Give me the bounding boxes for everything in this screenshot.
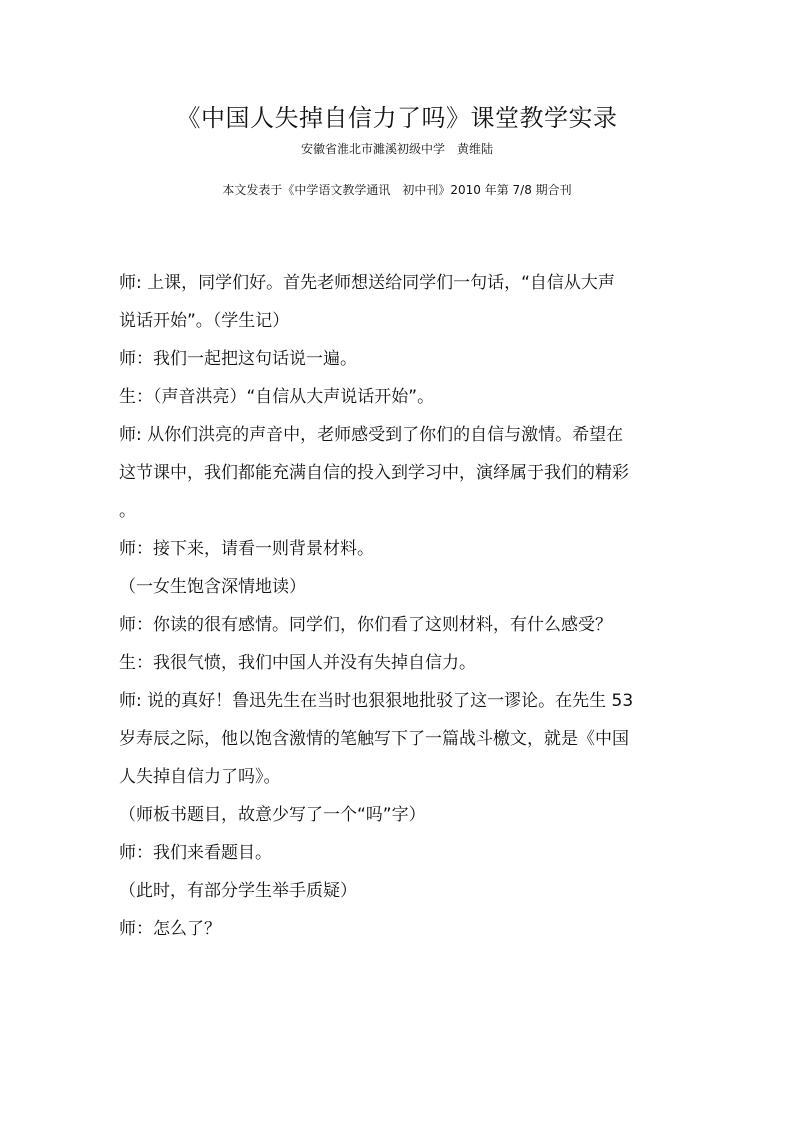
transcript-line: 师：接下来，请看一则背景材料。: [119, 539, 374, 559]
transcript-line: （师板书题目，故意少写了一个“吗”字）: [119, 805, 426, 825]
transcript-line: 师: 上课，同学们好。首先老师想送给同学们一句话，“自信从大声: [119, 273, 615, 293]
transcript-line: 生：我很气愤，我们中国人并没有失掉自信力。: [119, 653, 476, 673]
transcript-line: 这节课中，我们都能充满自信的投入到学习中，演绎属于我们的精彩: [119, 463, 629, 483]
transcript-line: （一女生饱含深情地读）: [119, 577, 306, 597]
author-line: 安徽省淮北市濉溪初级中学 黄维陆: [300, 142, 493, 156]
transcript-line: 人失掉自信力了吗》。: [119, 767, 281, 787]
transcript-line: （此时，有部分学生举手质疑）: [119, 881, 357, 901]
transcript-line: 师：怎么了？: [119, 919, 221, 939]
transcript-line: 说话开始”。（学生记）: [119, 311, 290, 331]
publication-note: 本文发表于《中学语文教学通讯 初中刊》2010 年第 7/8 期合刊: [222, 183, 572, 197]
transcript-line: 师: 说的真好！鲁迅先生在当时也狠狠地批驳了这一谬论。在先生 53: [119, 691, 634, 711]
document-title: 《中国人失掉自信力了吗》课堂教学实录: [176, 104, 618, 132]
transcript-line: 岁寿辰之际，他以饱含激情的笔触写下了一篇战斗檄文，就是《中国: [119, 729, 629, 749]
transcript-line: 生：（声音洪亮）“自信从大声说话开始”。: [119, 387, 435, 407]
transcript-line: 师：我们来看题目。: [119, 843, 272, 863]
transcript-line: 师：我们一起把这句话说一遍。: [119, 349, 357, 369]
transcript-line: 师: 从你们洪亮的声音中，老师感受到了你们的自信与激情。希望在: [119, 425, 624, 445]
transcript-body: [119, 264, 679, 948]
transcript-line: 。: [119, 501, 136, 521]
transcript-line: 师：你读的很有感情。同学们，你们看了这则材料，有什么感受？: [119, 615, 612, 635]
